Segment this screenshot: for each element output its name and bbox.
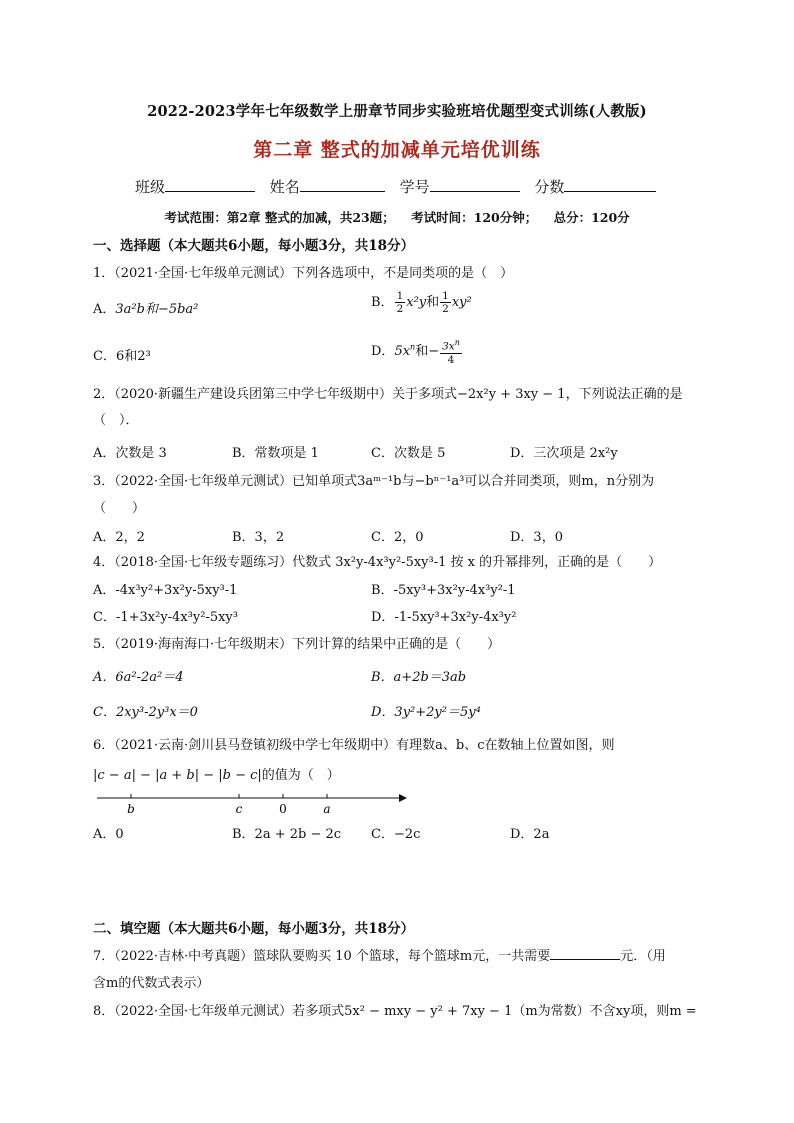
q5-option-c: C．2xy³-2y³x＝0 (93, 705, 198, 720)
q6-option-b: B．2a + 2b − 2c (232, 827, 342, 842)
q1-option-d: D．$5x^n$和− $\frac{3x^n}{4}$ (371, 338, 460, 366)
number-line-figure (93, 788, 413, 820)
q2-option-c: C．次数是 5 (371, 446, 446, 461)
section-heading-fill: 二、填空题（本大题共6小题，每小题3分，共18分） (93, 921, 415, 937)
question-7-stem-cont: 含m的代数式表示） (93, 976, 210, 991)
q1-option-a: A．3a²b和−5ba² (93, 302, 199, 317)
axis-label-b: b (127, 802, 135, 816)
score-label: 分数 (534, 178, 565, 196)
chapter-title: 第二章 整式的加减单元培优训练 (253, 139, 541, 161)
question-6-expression: |c − a| − |a + b| − |b − c|的值为（ ） (93, 768, 340, 783)
section-heading-choice: 一、选择题（本大题共6小题，每小题3分，共18分） (93, 238, 415, 254)
name-blank[interactable] (300, 177, 385, 192)
q5-option-b: B．a+2b＝3ab (371, 670, 467, 685)
q4-option-a: A．-4x³y²+3x²y-5xy³-1 (93, 583, 238, 598)
question-4-stem: 4．（2018·全国·七年级专题练习）代数式 3x²y-4x³y²-5xy³-1 按 x 的升幂排列，正确的是（ ） (93, 555, 662, 570)
q3-option-a: A．2，2 (93, 530, 145, 545)
q4-option-d: D．-1-5xy³+3x²y-4x³y² (371, 610, 517, 625)
q3-option-d: D．3，0 (510, 530, 563, 545)
question-3-stem: 3．（2022·全国·七年级单元测试）已知单项式3aᵐ⁻¹b与−bⁿ⁻¹a³可以合并同类项，则m，n分别为 (93, 474, 655, 489)
score-blank[interactable] (564, 177, 656, 192)
question-2-stem-cont: （ ）． (93, 413, 139, 428)
q5-option-a: A．6a²-2a²＝4 (93, 670, 184, 685)
question-8-stem: 8．（2022·全国·七年级单元测试）若多项式5x² − mxy − y² + 7xy − 1（m为常数）不含xy项，则m = (93, 1004, 697, 1019)
arrow-right-icon (399, 794, 407, 802)
id-blank[interactable] (430, 177, 520, 192)
q6-option-d: D．2a (510, 827, 550, 842)
q3-option-c: C．2，0 (371, 530, 424, 545)
document-header: 2022-2023学年七年级数学上册章节同步实验班培优题型变式训练(人教版) (147, 103, 647, 120)
class-label: 班级 (135, 178, 166, 196)
exam-info (0, 208, 794, 226)
q2-option-a: A．次数是 3 (93, 446, 167, 461)
student-info-line (135, 176, 666, 197)
axis-label-zero: 0 (279, 802, 287, 816)
question-2-stem: 2．（2020·新疆生产建设兵团第三中学七年级期中）关于多项式−2x²y + 3xy − 1，下列说法正确的是 (93, 387, 683, 402)
question-7-stem: 7．（2022·吉林·中考真题）篮球队要购买 10 个篮球，每个篮球m元，一共需要 元．（用 (93, 949, 666, 964)
class-blank[interactable] (165, 177, 255, 192)
q1-option-b: B． $\frac{1}{2}$ x²y和 $\frac{1}{2}$ xy² (371, 290, 472, 315)
q1-option-c: C．6和2³ (93, 349, 151, 364)
question-3-stem-cont: （ ） (93, 501, 146, 516)
exam-total: 总分：120分 (553, 210, 630, 225)
question-6-stem: 6．（2021·云南·剑川县马登镇初级中学七年级期中）有理数a、b、c在数轴上位置如图，则 (93, 738, 615, 753)
name-label: 姓名 (269, 178, 300, 196)
q7-answer-blank[interactable] (550, 947, 620, 960)
axis-label-c: c (235, 802, 243, 816)
q2-option-b: B．常数项是 1 (232, 446, 319, 461)
exam-scope: 考试范围：第2章 整式的加减，共23题； (164, 210, 395, 225)
question-5-stem: 5．（2019·海南海口·七年级期末）下列计算的结果中正确的是（ ） (93, 637, 501, 652)
id-label: 学号 (399, 178, 430, 196)
q6-option-a: A．0 (93, 827, 124, 842)
q4-option-b: B．-5xy³+3x²y-4x³y²-1 (371, 583, 516, 598)
q2-option-d: D．三次项是 2x²y (510, 446, 618, 461)
q6-option-c: C．−2c (371, 827, 421, 842)
exam-time: 考试时间：120分钟； (411, 210, 538, 225)
axis-label-a: a (323, 802, 331, 816)
question-1-stem: 1．（2021·全国·七年级单元测试）下列各选项中，不是同类项的是（ ） (93, 266, 514, 281)
q5-option-d: D．3y²+2y²＝5y⁴ (371, 705, 481, 720)
q4-option-c: C．-1+3x²y-4x³y²-5xy³ (93, 610, 238, 625)
q3-option-b: B．3，2 (232, 530, 285, 545)
